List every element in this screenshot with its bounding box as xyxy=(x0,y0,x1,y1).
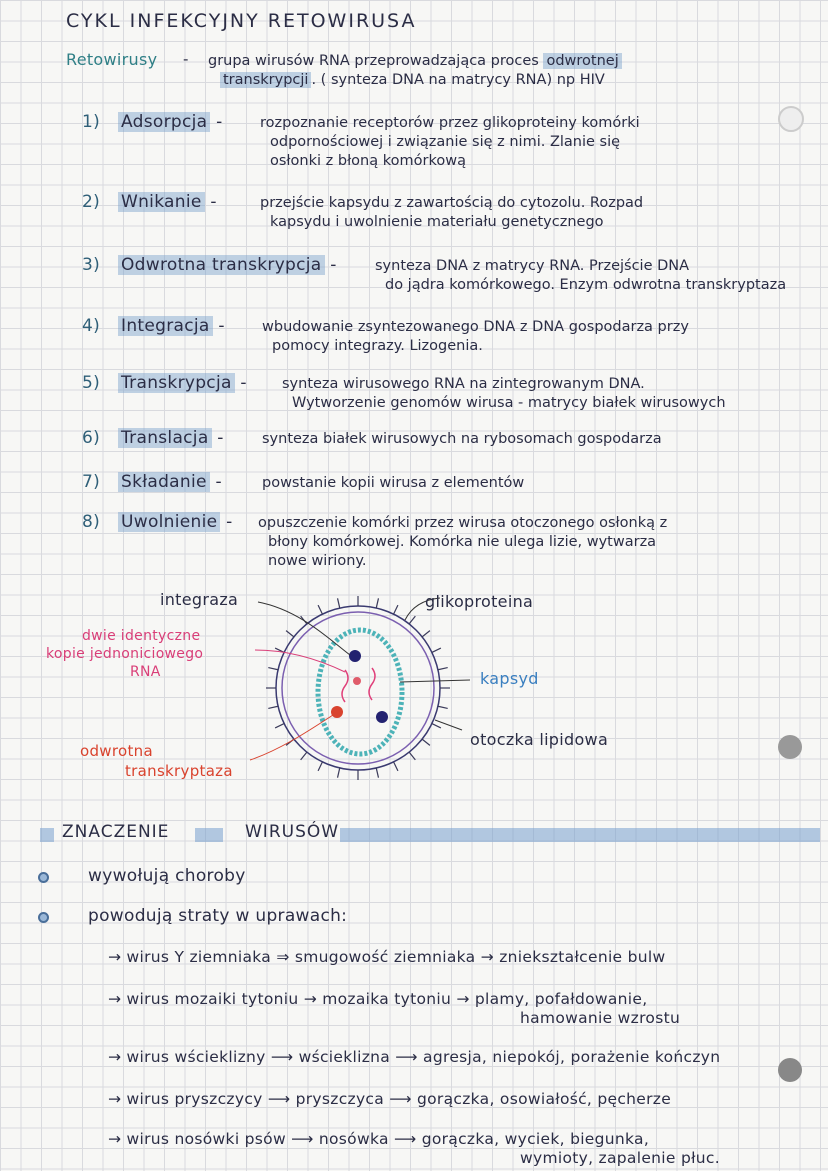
step-description-line: wbudowanie zsyntezowanego DNA z DNA gospodarza przy xyxy=(262,319,689,335)
label-rna-1: dwie identyczne xyxy=(82,628,201,644)
step-description-line: rozpoznanie receptorów przez glikoproteiny komórki xyxy=(260,115,640,131)
reverse-transcriptase-dot xyxy=(331,706,343,718)
step-name-text: Składanie xyxy=(118,472,210,492)
step-name: Transkrypcja - xyxy=(118,373,247,393)
bullet-icon xyxy=(38,872,49,883)
step-name-text: Adsorpcja xyxy=(118,112,210,132)
glycoprotein-spike xyxy=(409,752,415,760)
step-name: Wnikanie - xyxy=(118,192,217,212)
section-band xyxy=(195,828,223,842)
step-description-line: synteza DNA z matrycy RNA. Przejście DNA xyxy=(375,258,690,274)
step-number: 6) xyxy=(82,428,101,448)
intro-dash: - xyxy=(183,50,189,68)
step-number: 2) xyxy=(82,192,101,212)
step-name: Odwrotna transkrypcja - xyxy=(118,255,337,275)
glycoprotein-spike xyxy=(286,631,294,637)
step-description-line: nowe wiriony. xyxy=(268,553,367,569)
example-line: → wirus mozaiki tytoniu → mozaika tytoniu → plamy, pofałdowanie, xyxy=(108,990,648,1008)
step-name-text: Translacja xyxy=(118,428,212,448)
step-description-line: Wytworzenie genomów wirusa - matrycy białek wirusowych xyxy=(292,395,726,411)
section-title-1: ZNACZENIE xyxy=(62,822,170,842)
step-description-line: powstanie kopii wirusa z elementów xyxy=(262,475,525,491)
bullet-item: powodują straty w uprawach: xyxy=(88,906,348,926)
intro-text: grupa wirusów RNA przeprowadzająca proces xyxy=(208,53,544,69)
step-description-line: opuszczenie komórki przez wirusa otoczonego osłonką z xyxy=(258,515,668,531)
label-glikoproteina: glikoproteina xyxy=(425,592,534,611)
integrase-dot xyxy=(376,711,388,723)
glycoprotein-spike xyxy=(268,706,278,708)
label-rna-2: kopie jednoniciowego xyxy=(46,646,204,662)
glycoprotein-spike xyxy=(394,762,398,771)
binder-hole xyxy=(778,735,802,759)
step-name: Translacja - xyxy=(118,428,224,448)
glycoprotein-spike xyxy=(438,706,448,708)
rna-strand xyxy=(369,668,375,700)
glycoprotein-spike xyxy=(318,762,322,771)
glycoprotein-spike xyxy=(376,598,378,608)
intro-highlight: odwrotnej xyxy=(543,53,621,69)
label-rt-1: odwrotna xyxy=(80,742,153,760)
step-description xyxy=(262,474,524,493)
step-number: 4) xyxy=(82,316,101,336)
step-description xyxy=(260,194,643,232)
step-name: Uwolnienie - xyxy=(118,512,233,532)
example-line: → wirus Y ziemniaka ⇒ smugowość ziemniaka → zniekształcenie bulw xyxy=(108,948,666,966)
section-band xyxy=(40,828,54,842)
step-number: 1) xyxy=(82,112,101,132)
example-line: → wirus wścieklizny ⟶ wścieklizna ⟶ agresja, niepokój, porażenie kończyn xyxy=(108,1048,721,1066)
step-name-text: Uwolnienie xyxy=(118,512,220,532)
glycoprotein-spike xyxy=(275,724,284,728)
binder-hole xyxy=(778,1058,802,1082)
glycoprotein-spike xyxy=(338,598,340,608)
step-number: 5) xyxy=(82,373,101,393)
glycoprotein-spike xyxy=(318,605,322,614)
glycoprotein-spike xyxy=(376,768,378,778)
bullet-item: wywołują choroby xyxy=(88,866,246,886)
step-name: Składanie - xyxy=(118,472,222,492)
step-name-text: Transkrypcja xyxy=(118,373,235,393)
intro-highlight: transkrypcji xyxy=(220,72,311,88)
step-name: Adsorpcja - xyxy=(118,112,223,132)
glycoprotein-spike xyxy=(394,605,398,614)
intro-definition xyxy=(208,52,622,90)
step-name-text: Integracja xyxy=(118,316,213,336)
step-number: 7) xyxy=(82,472,101,492)
glycoprotein-spikes xyxy=(266,596,450,780)
page-title: CYKL INFEKCYJNY RETOWIRUSA xyxy=(66,10,417,32)
step-name-text: Odwrotna transkrypcja xyxy=(118,255,325,275)
binder-hole xyxy=(778,106,804,132)
section-band xyxy=(340,828,820,842)
label-integraza: integraza xyxy=(160,590,239,609)
bullet-icon xyxy=(38,912,49,923)
step-description-line: pomocy integrazy. Lizogenia. xyxy=(272,338,483,354)
example-line: → wirus pryszczycy ⟶ pryszczyca ⟶ gorączka, osowiałość, pęcherze xyxy=(108,1090,672,1108)
step-description-line: odpornościowej i związanie się z nimi. Zlanie się xyxy=(270,134,621,150)
step-name: Integracja - xyxy=(118,316,225,336)
step-name-text: Wnikanie xyxy=(118,192,205,212)
step-description xyxy=(262,318,689,356)
example-line: → wirus nosówki psów ⟶ nosówka ⟶ gorączka, wyciek, biegunka, xyxy=(108,1130,650,1148)
glycoprotein-spike xyxy=(422,631,430,637)
glycoprotein-spike xyxy=(438,668,448,670)
step-description-line: kapsydu i uwolnienie materiału genetycznego xyxy=(270,214,604,230)
capsid xyxy=(318,630,402,754)
step-description-line: do jądra komórkowego. Enzym odwrotna transkryptaza xyxy=(385,277,787,293)
step-number: 8) xyxy=(82,512,101,532)
intro-term: Retowirusy xyxy=(66,50,158,69)
integrase-dot xyxy=(349,650,361,662)
label-otoczka: otoczka lipidowa xyxy=(470,730,609,749)
rna-strand xyxy=(342,670,348,702)
glycoprotein-spike xyxy=(432,648,441,652)
step-description xyxy=(262,430,662,449)
example-line: wymioty, zapalenie płuc. xyxy=(520,1149,720,1167)
step-description-line: synteza wirusowego RNA na zintegrowanym DNA. xyxy=(282,376,645,392)
step-description-line: błony komórkowej. Komórka nie ulega lizie, wytwarza xyxy=(268,534,657,550)
step-description-line: synteza białek wirusowych na rybosomach gospodarza xyxy=(262,431,662,447)
section-title-2: WIRUSÓW xyxy=(245,822,340,842)
step-description xyxy=(282,375,726,413)
step-description-line: osłonki z błoną komórkową xyxy=(270,153,466,169)
intro-text: . ( synteza DNA na matrycy RNA) np HIV xyxy=(311,72,605,88)
step-number: 3) xyxy=(82,255,101,275)
glycoprotein-spike xyxy=(301,752,307,760)
label-rna-3: RNA xyxy=(130,664,161,680)
lipid-envelope xyxy=(276,606,440,770)
glycoprotein-spike xyxy=(338,768,340,778)
step-description xyxy=(375,257,786,295)
label-kapsyd: kapsyd xyxy=(480,669,539,688)
step-description-line: przejście kapsydu z zawartością do cytozolu. Rozpad xyxy=(260,195,644,211)
step-description xyxy=(258,514,667,571)
label-rt-2: transkryptaza xyxy=(125,762,233,780)
example-line: hamowanie wzrostu xyxy=(520,1009,681,1027)
glycoprotein-spike xyxy=(409,616,415,624)
glycoprotein-spike xyxy=(422,739,430,745)
glycoprotein-spike xyxy=(432,724,441,728)
reverse-transcriptase-dot xyxy=(353,677,361,685)
step-description xyxy=(260,114,640,171)
glycoprotein-spike xyxy=(268,668,278,670)
